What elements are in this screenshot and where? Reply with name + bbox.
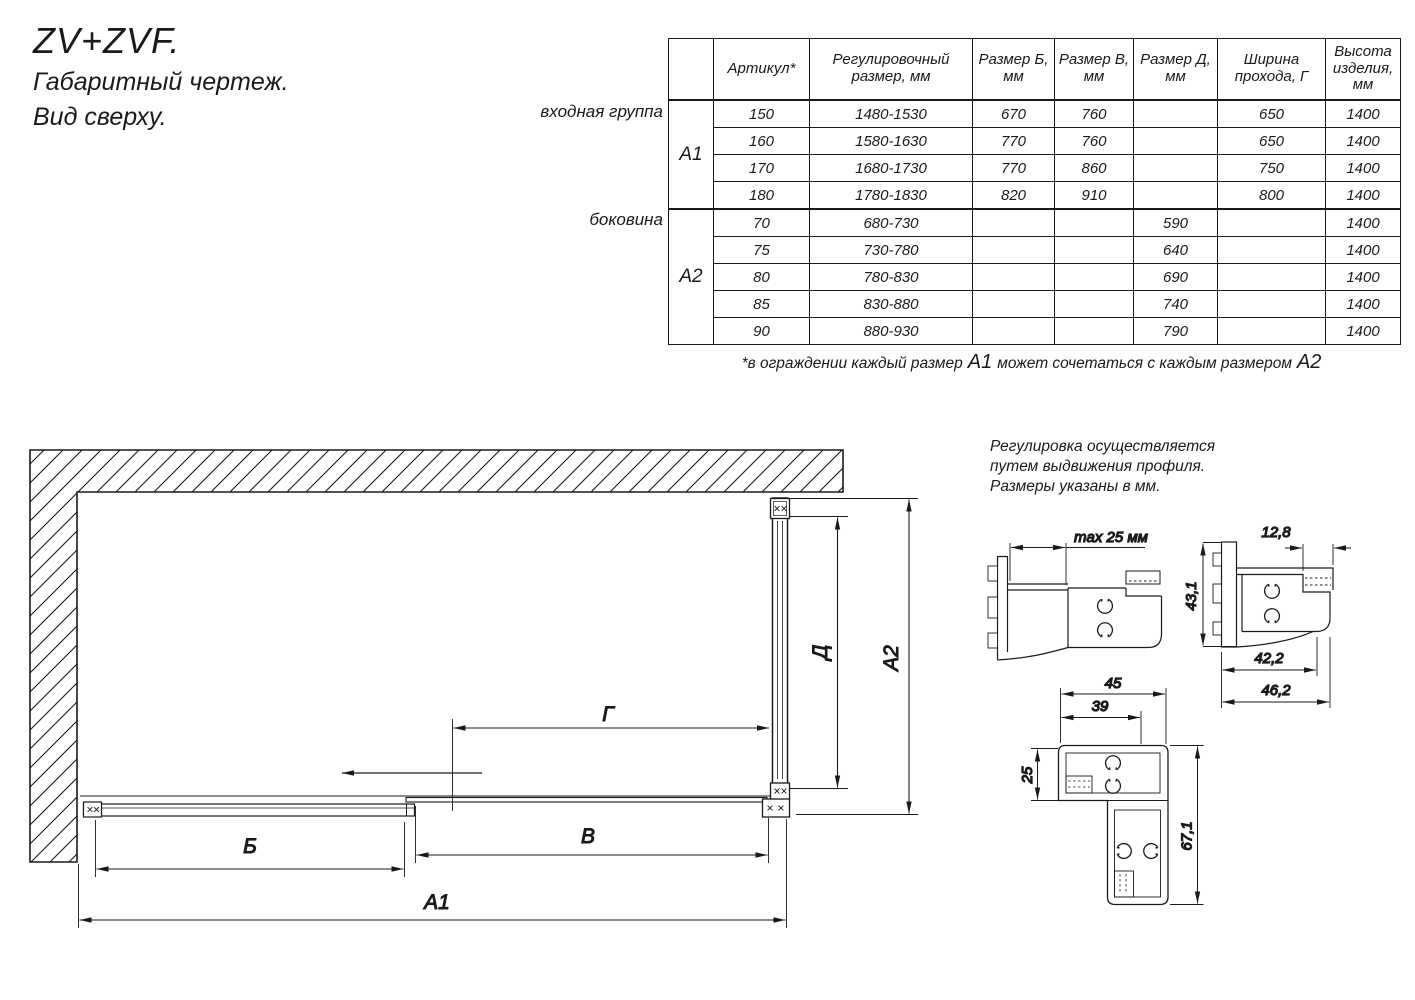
cell [1055,209,1134,237]
model-title: ZV+ZVF. [33,20,181,61]
table-footnote [668,351,1400,374]
footnote-text: *в ограждении каждый размер [741,355,963,372]
cell: 650 [1218,128,1326,155]
profile-tooth [1213,622,1222,635]
header-empty [669,39,714,101]
cell: 1680-1730 [810,155,973,182]
table-row [669,182,1401,210]
cell: 75 [714,237,810,264]
table-row [669,100,1401,128]
cell: 180 [714,182,810,210]
table-row [669,128,1401,155]
corner-outline [1059,746,1169,905]
profile-tooth [988,633,998,648]
cell: 750 [1218,155,1326,182]
note-line: Размеры указаны в мм. [990,478,1161,495]
cell: 80 [714,264,810,291]
row-group-label-side: боковина [589,210,663,229]
cell: 640 [1134,237,1218,264]
cell [1055,264,1134,291]
cell [1134,100,1218,128]
cell: 670 [973,100,1055,128]
cell: 860 [1055,155,1134,182]
cell [973,318,1055,345]
cell: 590 [1134,209,1218,237]
cell: 90 [714,318,810,345]
cell [1134,155,1218,182]
profile-arm [1008,584,1069,590]
cell: 1400 [1326,264,1401,291]
table-header-row [669,39,1401,101]
cell: 1400 [1326,155,1401,182]
cell: 780-830 [810,264,973,291]
footnote-a1: А1 [967,351,993,373]
wall-bracket [84,802,102,817]
cell [1218,209,1326,237]
header-size-v: Размер В, мм [1055,39,1134,101]
profile-tooth [988,566,998,581]
title-block [33,20,289,132]
cell [973,291,1055,318]
cell: 1400 [1326,291,1401,318]
detail-adjustable-profile [988,529,1162,660]
cell [973,264,1055,291]
spec-table [668,38,1401,345]
cell: 760 [1055,100,1134,128]
dim-label-v: В [580,825,596,848]
sliding-panel [406,798,767,803]
group-cell-a1: А1 [669,100,714,209]
profile-tooth [1213,584,1222,603]
cell: 150 [714,100,810,128]
header-size-d: Размер Д, мм [1134,39,1218,101]
cell [973,237,1055,264]
side-panel [773,498,788,816]
dim-label-128: 12,8 [1261,524,1291,541]
dim-label-g: Г [602,703,614,726]
cell: 1400 [1326,318,1401,345]
cell: 740 [1134,291,1218,318]
plan-view [30,450,918,928]
note-line: путем выдвижения профиля. [990,458,1206,475]
header-size-b: Размер Б, мм [973,39,1055,101]
cell [1055,237,1134,264]
cell: 680-730 [810,209,973,237]
wall-profile-body [998,556,1008,660]
dim-ext-max25 [1010,543,1066,585]
cell [1218,264,1326,291]
dim-label-a1: А1 [424,891,450,914]
wall-bar [1222,542,1237,647]
cell: 760 [1055,128,1134,155]
cell: 770 [973,128,1055,155]
group-cell-a2: А2 [669,209,714,345]
cell [973,209,1055,237]
cell: 1580-1630 [810,128,973,155]
cell: 1400 [1326,209,1401,237]
dim-label-max25: max 25 мм [1074,529,1148,546]
row-group-label-entry: входная группа [540,102,663,121]
dim-label-b: Б [243,835,257,858]
detail-corner-profile [1019,675,1204,905]
fixed-panel [84,804,415,816]
profile-tooth [1213,553,1222,566]
dim-label-431: 43,1 [1183,581,1200,611]
cell: 830-880 [810,291,973,318]
dim-label-671: 67,1 [1178,821,1196,851]
cell [1218,318,1326,345]
cell: 1400 [1326,237,1401,264]
cell: 650 [1218,100,1326,128]
cell: 690 [1134,264,1218,291]
extension-box [1068,588,1162,648]
profile-tooth [988,597,998,618]
view-label: Вид сверху. [33,103,167,131]
cell [1218,291,1326,318]
cell [1055,291,1134,318]
cell [1134,182,1218,210]
cell [1218,237,1326,264]
header-article: Артикул* [714,39,810,101]
cell: 85 [714,291,810,318]
profile-box [1237,575,1331,632]
dim-label-39: 39 [1091,698,1109,715]
corner-bracket-lower [763,799,790,817]
cell: 1780-1830 [810,182,973,210]
cell [1134,128,1218,155]
dim-label-25: 25 [1019,766,1036,784]
cell: 170 [714,155,810,182]
table-row [669,318,1401,345]
profile-top-flange [1237,568,1334,590]
cell: 70 [714,209,810,237]
dim-label-45: 45 [1104,675,1122,692]
cell: 910 [1055,182,1134,210]
serrated-rail [1126,571,1160,584]
cell: 770 [973,155,1055,182]
table-row [669,264,1401,291]
table-row [669,291,1401,318]
table-row [669,155,1401,182]
cell: 800 [1218,182,1326,210]
dim-label-d: Д [809,644,832,660]
table-row [669,209,1401,237]
cell: 790 [1134,318,1218,345]
cell: 160 [714,128,810,155]
dim-ext-45 [1061,688,1167,744]
header-range: Регулировочный размер, мм [810,39,973,101]
profile-foot-curve [1237,632,1314,648]
cell [1055,318,1134,345]
footnote-a2: А2 [1296,351,1322,373]
cell: 820 [973,182,1055,210]
serration-teeth [1305,578,1331,585]
drawing-type-label: Габаритный чертеж. [33,68,289,96]
corner-bracket-upper [771,783,790,800]
table-row [669,237,1401,264]
cell: 730-780 [810,237,973,264]
footnote-text: может сочетаться с каждым размером [997,355,1292,372]
plan-and-details-drawing [0,400,1415,1000]
cell: 1400 [1326,100,1401,128]
dim-label-a2: А2 [880,645,903,671]
dim-label-462: 46,2 [1261,682,1291,699]
cell: 880-930 [810,318,973,345]
cell: 1400 [1326,128,1401,155]
cell: 1400 [1326,182,1401,210]
dim-label-422: 42,2 [1254,650,1284,667]
header-height: Высота изделия, мм [1326,39,1401,101]
cell: 1480-1530 [810,100,973,128]
note-line: Регулировка осуществляется [990,438,1215,455]
dim-ext-128 [1303,544,1333,571]
header-pass-width: Ширина прохода, Г [1218,39,1326,101]
detail-profile-section [1183,524,1351,708]
